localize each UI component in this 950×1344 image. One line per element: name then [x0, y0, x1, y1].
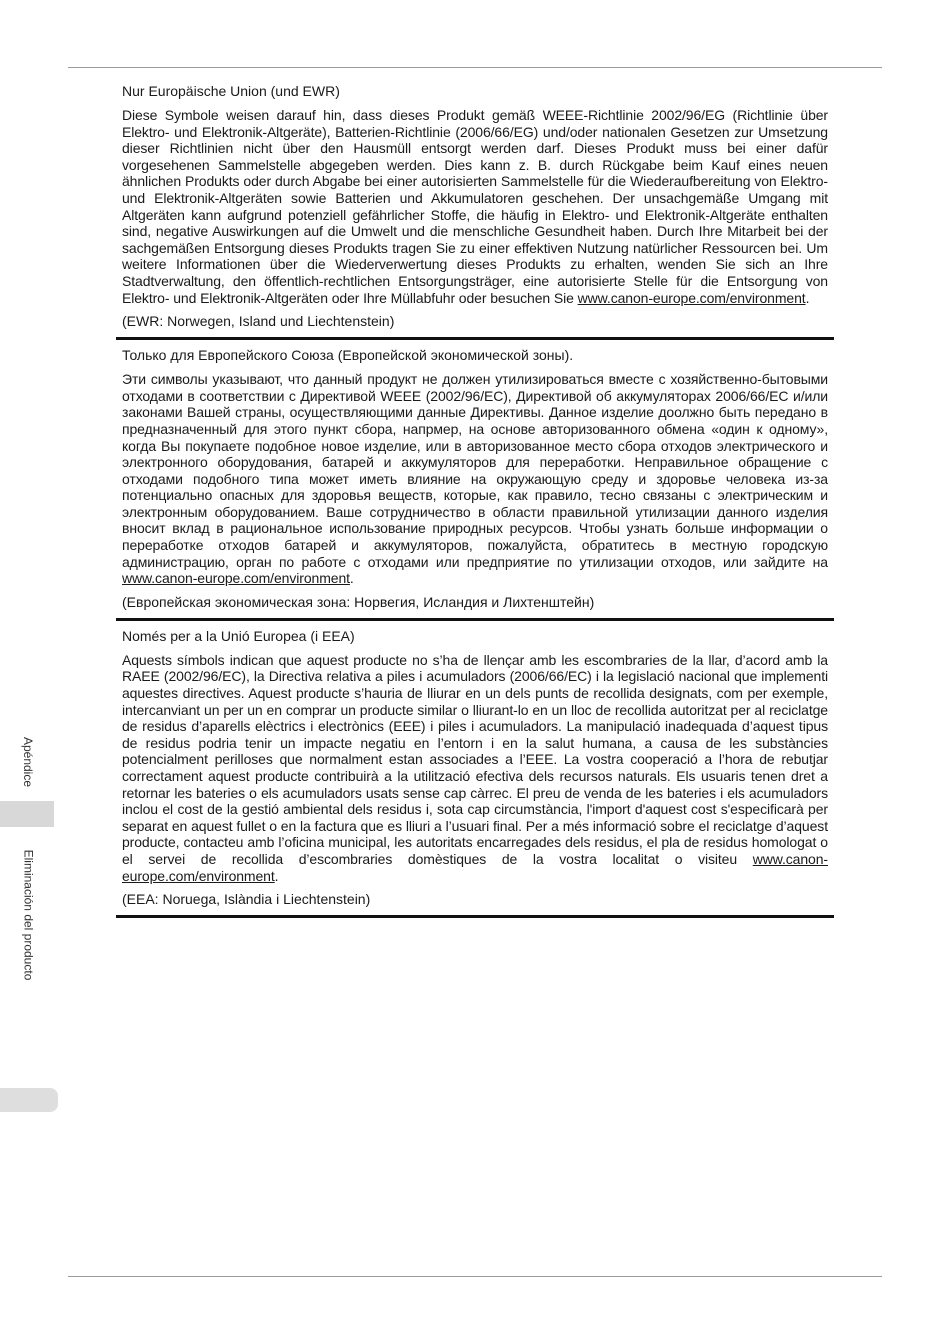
section-note: (EWR: Norwegen, Island und Liechtenstein) [122, 313, 395, 330]
section-divider [116, 618, 834, 621]
footer-rule [68, 1276, 882, 1277]
body-end: . [349, 570, 354, 587]
body-text: Эти символы указывают, что данный продукт не должен утилизироваться вместе с хозяйственно-бытовыми отходами в соответствии с Директивой WEEE (2002/96/EC), Директивой об аккумуляторах 2006/66/EC и/или законами Вашей страны, осуществляющими данные Директивы. Данное изделие доолжно быть передано в предназначенный для этого пункт сбора, напрмер, на основе авторизованного обмена «один к одному», когда Вы покупаете подобное новое изделие, или в авторизованное место сбора отходов электрического и электронного оборудования, батарей и аккумуляторов для переработки. Неправильное обращение с отходами подобного типа может иметь влияние на окружающую среду и здоровье человека из-за потенциально опасных для здоровья веществ, которые, как правило, тесно связаны с электрическим и электронным оборудованием. Ваше сотрудничество в области правильной утилизации данного изделия вносит вклад в рациональное использование природных ресурсов. Чтобы узнать больше информации о переработке отходов батарей и аккумуляторов, пожалуйста, обратитесь в местную городскую администрацию, орган по работе с отходами или предприятие по утилизации отходов, или зайдите на [122, 371, 828, 570]
body-end: . [274, 867, 279, 884]
environment-link[interactable]: www.canon-europe.com/environment [122, 570, 350, 587]
section-body [122, 652, 828, 884]
body-text: Aquests símbols indican que aquest producte no s’ha de llençar amb les escombraries de la llar, d’acord amb la RAEE (2002/96/EC), la Directiva relativa a piles i acumuladors (2006/66/EC) i la legislació nacional que implementi aquestes directives. Aquest producte s’hauria de lliurar en un dels punts de recollida designats, com per exemple, intercanviant un per un en comprar un producte similar o lliurant-lo en un lloc de recollida autoritzat per al reciclatge de residus d’aparells elèctrics i electrònics (EEE) i piles i acumuladors. La manipulació inadequada d’aquest tipus de residus podria tenir un impacte negatiu en l’entorn i en la salut humana, a causa de les substàncies potencialment perilloses que normalment estan associades a l’EEE. La vostra cooperació a l’hora de rebutjar correctament aquest producte contribuirà a la utilització efectiva dels recursos naturals. Els usuaris tenen dret a retornar les bateries o els acumuladors usats sense cap càrrec. El preu de venda de les bateries i els acumuladors inclou el cost de la gestió ambiental dels residus i, sota cap circumstància, l'import d'aquest cost s'especificarà per separat en aquest fullet o en la factura que es lliuri a l’usuari final. Per a més informació sobre el reciclatge d’aquest producte, contacteu amb l’oficina municipal, les autoritats encarregades dels residus, el pla de residus homologat o el servei de recollida d’escombraries domèstiques de la vostra localitat o visiteu [122, 651, 828, 867]
sidebar-active-marker [0, 801, 54, 827]
section-divider [116, 915, 834, 918]
section-note: (EEA: Noruega, Islàndia i Liechtenstein) [122, 891, 371, 908]
section-title: Només per a la Unió Europea (i EEA) [122, 627, 355, 644]
document-content [116, 78, 834, 924]
environment-link[interactable]: www.canon-europe.com/environment [122, 850, 828, 884]
body-text: Diese Symbole weisen darauf hin, dass dieses Produkt gemäß WEEE-Richtlinie 2002/96/EG (Richtlinie über Elektro- und Elektronik-Altgeräte), Batterien-Richtlinie (2006/66/EG) und/oder nationalen Gesetzen zur Umsetzung dieser Richtlinien nicht über den Hausmüll entsorgt werden darf. Dieses Produkt muss bei einer dafür vorgesehenen Sammelstelle abgegeben werden. Dies kann z. B. durch Rückgabe beim Kauf eines neuen ähnlichen Produkts oder durch Abgabe bei einer autorisierten Sammelstelle für die Wiederaufbereitung von Elektro- und Elektronik-Altgeräten sowie Batterien und Akkumulatoren geschehen. Der unsachgemäße Umgang mit Altgeräten kann aufgrund potenziell gefährlicher Stoffe, die häufig in Elektro- und Elektronik-Altgeräte enthalten sind, negative Auswirkungen auf die Umwelt und die menschliche Gesundheit haben. Durch Ihre Mitarbeit bei der sachgemäßen Entsorgung dieses Produkts tragen Sie zu einer effektiven Nutzung natürlicher Ressourcen bei. Um weitere Informationen über die Wiederverwertung dieses Produkts zu erhalten, wenden Sie sich an Ihre Stadtverwaltung, den öffentlich-rechtlichen Entsorgungsträger, eine autorisierte Stelle für die Entsorgung von Elektro- und Elektronik-Altgeräten oder Ihre Müllabfuhr oder besuchen Sie [122, 107, 828, 306]
header-rule [68, 67, 882, 68]
environment-link[interactable]: www.canon-europe.com/environment [577, 289, 806, 306]
section-note: (Европейская экономическая зона: Норвегия, Исландия и Лихтенштейн) [122, 593, 595, 610]
section-title: Nur Europäische Union (und EWR) [122, 83, 340, 99]
sidebar-tab-appendix[interactable] [12, 729, 44, 795]
body-end: . [805, 289, 810, 306]
section-german [116, 82, 834, 331]
sidebar-section-label: Eliminación del producto [21, 849, 35, 981]
sidebar-appendix-label: Apéndice [21, 736, 36, 788]
section-catalan [116, 627, 834, 909]
section-body [122, 107, 828, 306]
page-index-tab [0, 1088, 58, 1112]
section-russian [116, 346, 834, 612]
section-divider [116, 337, 834, 340]
section-body [122, 371, 828, 587]
section-title: Только для Европейского Союза (Европейской экономической зоны). [122, 347, 574, 364]
sidebar-tab-section[interactable] [12, 835, 44, 995]
